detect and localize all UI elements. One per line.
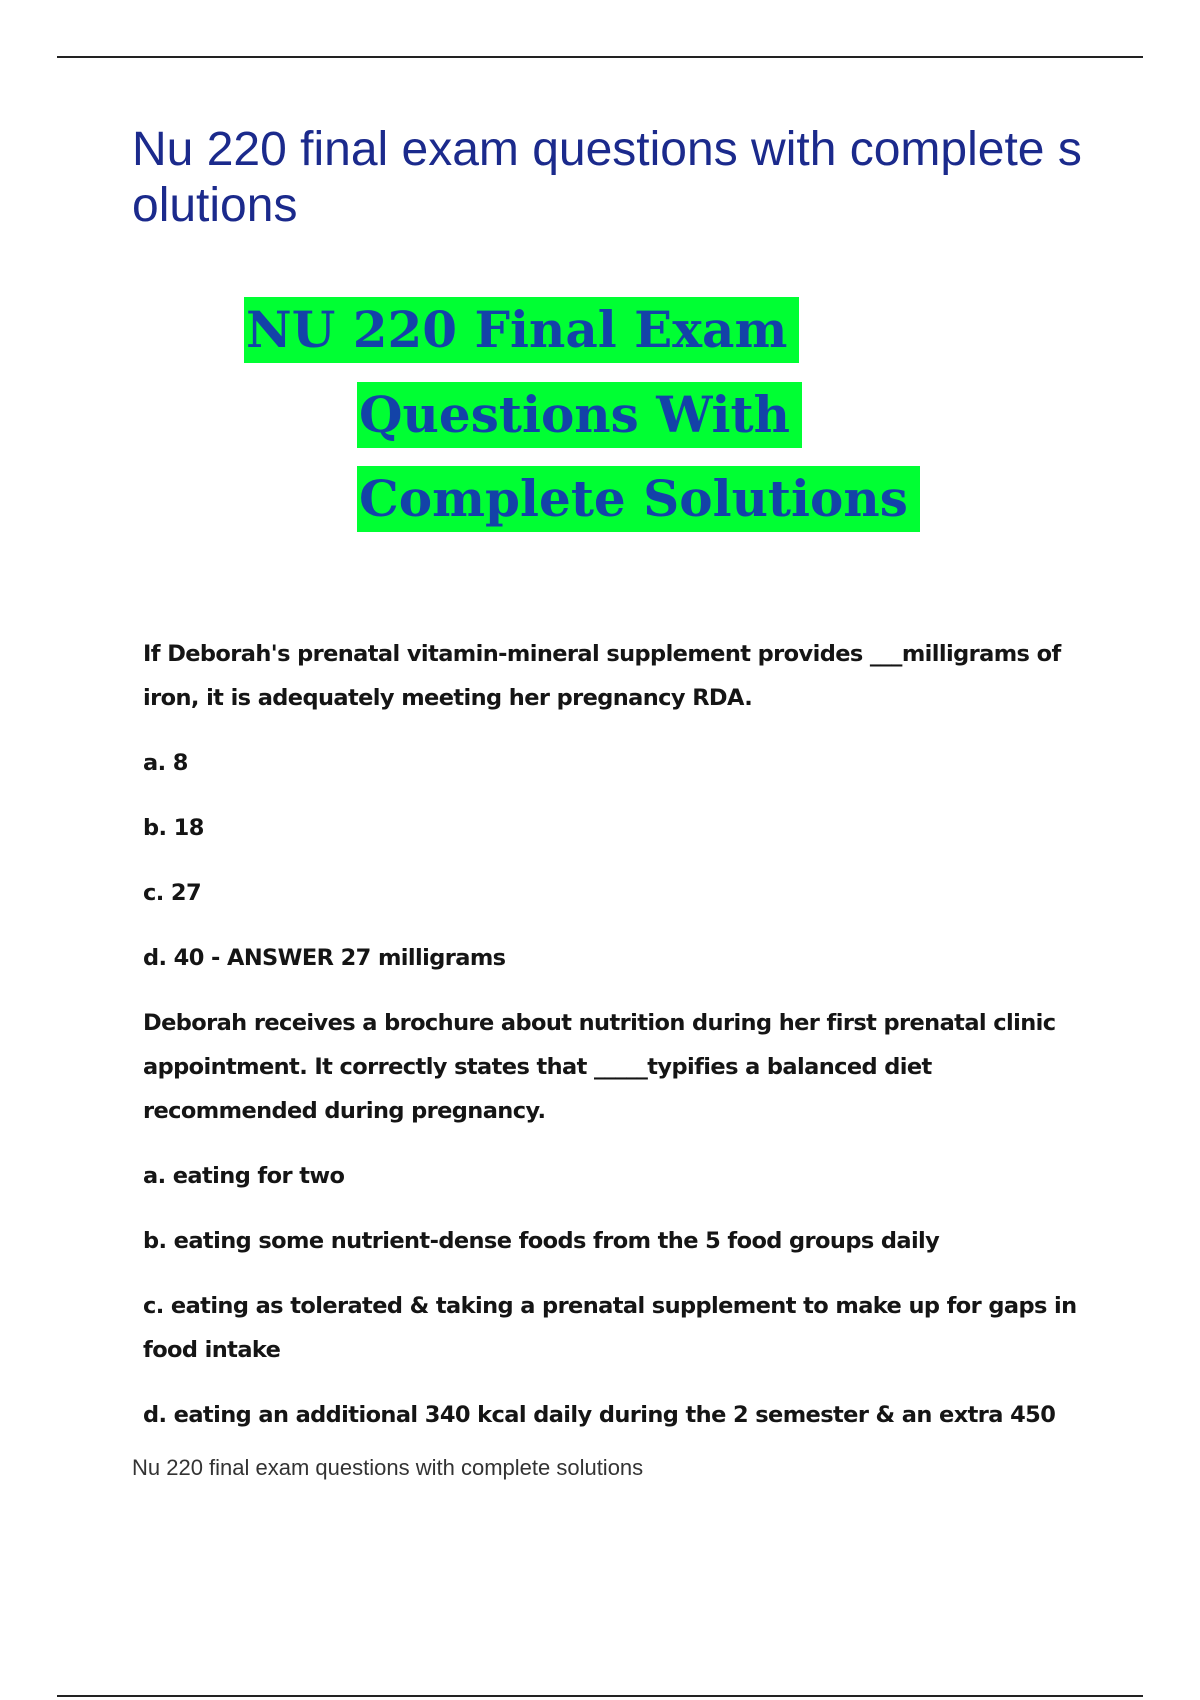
document-title: Nu 220 final exam questions with complete solutions <box>132 123 1082 232</box>
question-1-option-c: c. 27 <box>143 880 202 906</box>
question-1-text: If Deborah's prenatal vitamin-mineral supplement provides ___milligrams of iron, it is adequately meeting her pregnancy RDA. <box>143 641 1061 711</box>
question-2-option-a: a. eating for two <box>143 1163 345 1189</box>
top-rule <box>57 56 1143 58</box>
question-list <box>143 632 1083 1458</box>
question-2-option-b: b. eating some nutrient-dense foods from the 5 food groups daily <box>143 1228 940 1254</box>
question-2-text: Deborah receives a brochure about nutrition during her first prenatal clinic appointment. It correctly states that _____typifies a balanced diet recommended during pregnancy. <box>143 1010 1056 1124</box>
page-footer: Nu 220 final exam questions with complete solutions <box>132 1455 644 1480</box>
bottom-rule <box>57 1695 1143 1697</box>
question-1-option-d: d. 40 - ANSWER 27 milligrams <box>143 945 506 971</box>
banner-line-2: Questions With <box>357 382 802 448</box>
question-2-option-d: d. eating an additional 340 kcal daily during the 2 semester & an extra 450 <box>143 1402 1056 1428</box>
question-1-option-a: a. 8 <box>143 750 188 776</box>
banner-line-3: Complete Solutions <box>357 466 920 532</box>
question-1-option-b: b. 18 <box>143 815 204 841</box>
banner-line-1: NU 220 Final Exam <box>244 297 799 363</box>
question-2-option-c: c. eating as tolerated & taking a prenatal supplement to make up for gaps in food intake <box>143 1293 1077 1363</box>
